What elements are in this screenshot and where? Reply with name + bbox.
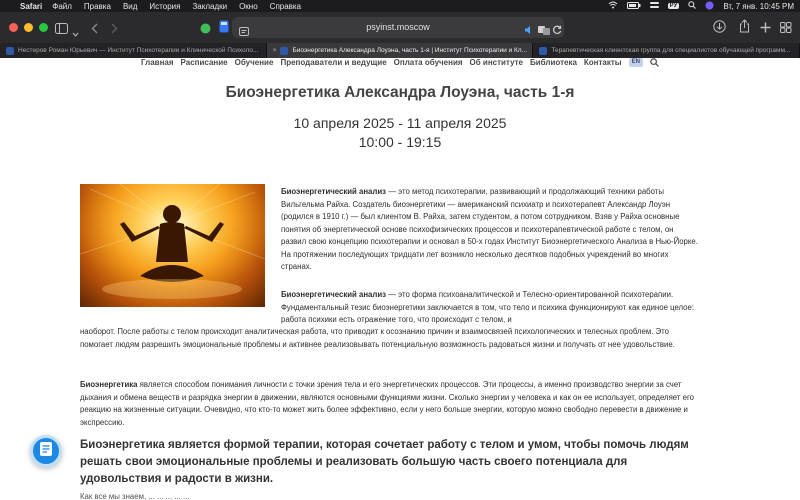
tab-bar — [0, 43, 800, 58]
close-window-button[interactable] — [9, 23, 18, 32]
search-icon[interactable] — [688, 1, 696, 11]
nav-home[interactable]: Главная — [141, 58, 174, 67]
main-content — [0, 68, 800, 500]
wifi-icon[interactable] — [608, 1, 618, 11]
floating-document-button[interactable] — [30, 435, 62, 467]
second-text: — это форма психоаналитической и Телесно-ориентированной психотерапии. Фундаментальный тезис биоэнергетики заключается в том, что тело и психика функционируют как единое целое: работа психики есть отражение того, что происходит с телом, и — [281, 290, 694, 324]
audio-playing-icon[interactable] — [524, 22, 534, 40]
event-dates — [0, 114, 800, 152]
tab-title: Биоэнергетика Александра Лоуэна, часть 1-я | Институт Психотерапии и Кл... — [292, 47, 528, 54]
url-text[interactable]: psyinst.moscow — [366, 22, 430, 32]
document-icon — [39, 441, 53, 462]
menu-app-name[interactable]: Safari — [20, 1, 43, 11]
minimize-window-button[interactable] — [24, 23, 33, 32]
intro-text: — это метод психотерапии, развивающий и продолжающий техники работы Вильгельма Райха. Создатель биоэнергетики — американский психиатр и психотерапевт Александр Лоуэн (родился в 1910 г.) — был клиентом В. Райха, затем студентом, а потом сотрудником. Взяв у Райха основные понятия об энергетической основе психофизических процессов и психотерапевтической работе с телом, он развил свою концепцию психотерапии и основал в 50-х годах Институт Биоэнергетического Анализа в Нью-Йорке. На протяжении последующих тридцати лет возникло несколько десятков подобных учреждений во многих странах. — [281, 187, 698, 271]
meditation-figure-image — [80, 184, 265, 307]
window-controls — [9, 23, 48, 32]
nav-schedule[interactable]: Расписание — [180, 58, 228, 67]
event-time-range: 10:00 - 19:15 — [358, 134, 442, 150]
new-tab-icon[interactable] — [760, 20, 771, 38]
tab-nesterov[interactable] — [0, 43, 267, 58]
term-bioenergetics: Биоэнергетика — [80, 380, 138, 389]
forward-icon[interactable] — [111, 21, 118, 39]
term-bioenergetic-analysis: Биоэнергетический анализ — [281, 187, 387, 196]
nav-library[interactable]: Библиотека — [529, 58, 577, 67]
second-paragraph-continued: наоборот. После работы с телом происходит аналитическая работа, что приводит к осознанию причин и взаимосвязей психологических и телесных проблем. Это помогает людям разрешить эмоциональные проблемы и активнее реализовывать потенциальную возможность радоваться жизни и получать от нее удовольствие. — [80, 327, 675, 349]
site-search-icon[interactable] — [650, 58, 659, 68]
extension-green-icon[interactable] — [200, 21, 211, 39]
chevron-down-icon[interactable] — [72, 24, 79, 42]
nav-payment[interactable]: Оплата обучения — [393, 58, 463, 67]
status-area — [608, 1, 794, 12]
translate-icon[interactable] — [538, 22, 550, 40]
page-title: Биоэнергетика Александра Лоуэна, часть 1-я — [225, 84, 575, 101]
siri-icon[interactable] — [705, 1, 714, 12]
close-tab-icon[interactable]: × — [272, 47, 277, 54]
nav-about[interactable]: Об институте — [469, 58, 523, 67]
language-switch[interactable]: EN — [629, 58, 643, 67]
menu-view[interactable]: Вид — [122, 1, 138, 11]
site-favicon-icon — [280, 47, 288, 55]
back-icon[interactable] — [91, 21, 98, 39]
menu-file[interactable]: Файл — [52, 1, 72, 11]
address-bar[interactable] — [232, 17, 564, 38]
third-paragraph — [80, 379, 700, 429]
intro-paragraph — [281, 186, 700, 274]
zoom-window-button[interactable] — [39, 23, 48, 32]
input-source-indicator[interactable]: PУ — [669, 3, 678, 9]
highlight-paragraph: Биоэнергетика является формой терапии, которая сочетает работу с телом и умом, чтобы помочь людям решать свои эмоциональные проблемы и реализовать большую часть своего потенциала для удовольствия и радости в жизни. — [80, 439, 689, 485]
battery-icon[interactable] — [627, 2, 641, 11]
tab-overview-icon[interactable] — [780, 20, 792, 38]
nav-education[interactable]: Обучение — [234, 58, 274, 67]
term-bioenergetic-analysis: Биоэнергетический анализ — [281, 290, 387, 299]
menu-history[interactable]: История — [149, 1, 181, 11]
tab-title: Терапевтическая клиентская группа для специалистов обучающей программ... — [551, 47, 791, 54]
tab-title: Нестеров Роман Юрьевич — Институт Психотерапии и Клинической Психоло... — [18, 47, 259, 54]
menu-help[interactable]: Справка — [269, 1, 302, 11]
control-center-icon[interactable] — [650, 1, 659, 11]
menu-window[interactable]: Окно — [239, 1, 258, 11]
third-text: является способом понимания личности с точки зрения тела и его энергетических процессов. Эти процессы, а именно производство энергии за счет дыхания и обмена веществ и разрядка энергии в движении, являются основными функциями жизни. Сколько энергии у человека и как он ее использует, определяет его реакцию на жизненные ситуации. Очевидно, что кто-то может жить более эффективно, если у него больше энергии, которую можно свободно перевести в движение и экспрессию. — [80, 380, 694, 427]
macos-menu-bar — [0, 0, 800, 12]
downloads-icon[interactable] — [713, 20, 726, 38]
nav-contacts[interactable]: Контакты — [583, 58, 622, 67]
site-favicon-icon — [6, 47, 14, 55]
extension-calculator-icon[interactable] — [219, 20, 229, 38]
reload-icon[interactable] — [552, 22, 562, 40]
tab-bioenergetics[interactable] — [267, 43, 534, 58]
sidebar-toggle-icon[interactable] — [55, 21, 68, 39]
menubar-clock[interactable]: Вт, 7 янв. 10:45 PM — [723, 1, 794, 11]
site-navigation — [0, 58, 800, 68]
menu-edit[interactable]: Правка — [83, 1, 111, 11]
menu-bookmarks[interactable]: Закладки — [192, 1, 228, 11]
event-date-range: 10 апреля 2025 - 11 апреля 2025 — [293, 115, 507, 131]
share-icon[interactable] — [739, 19, 750, 38]
site-favicon-icon — [539, 47, 547, 55]
browser-toolbar — [0, 12, 800, 43]
second-paragraph — [281, 289, 700, 327]
nav-teachers[interactable]: Преподаватели и ведущие — [280, 58, 387, 67]
tab-therapy-group[interactable] — [533, 43, 800, 58]
cutoff-paragraph: Как все мы знаем, ... ... ... ... ... — [80, 492, 190, 500]
